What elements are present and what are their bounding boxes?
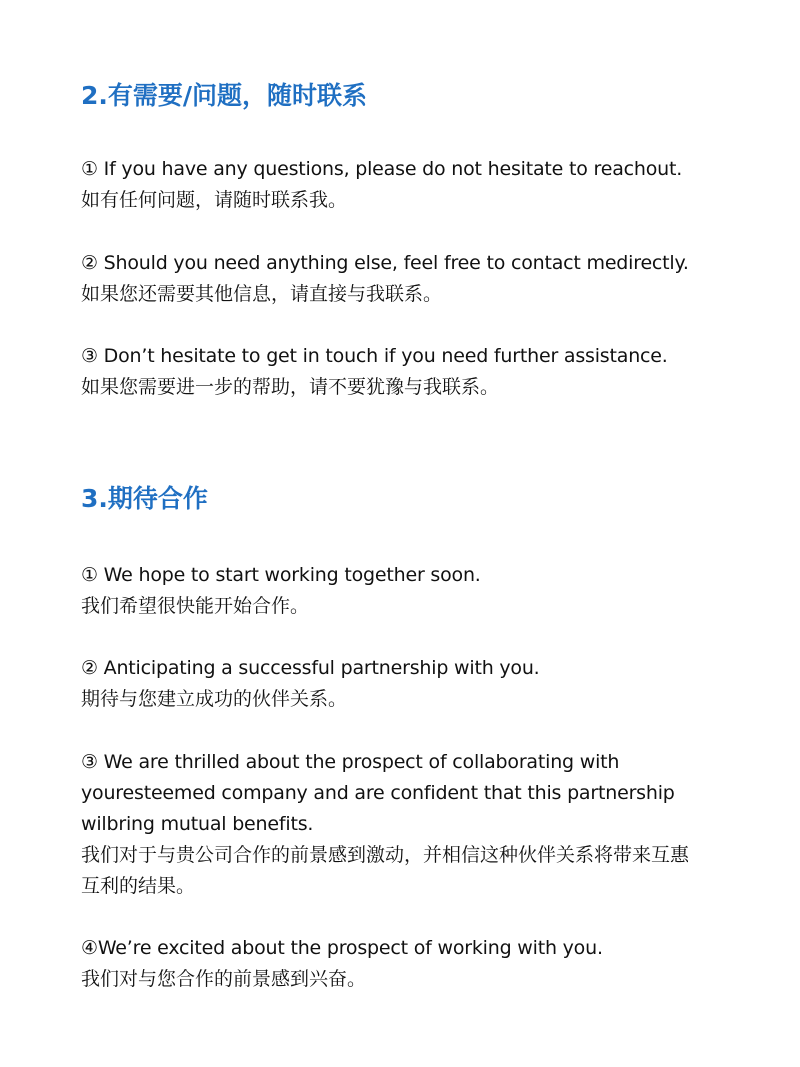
entry-cooperation-1	[81, 560, 731, 622]
entry-chinese-line: 如果您需要进一步的帮助，请不要犹豫与我联系。	[81, 376, 500, 398]
section-heading-cooperation: 3.期待合作	[81, 484, 208, 513]
entry-english-line: ② Anticipating a successful partnership with you.	[81, 657, 540, 679]
entry-contact-3	[81, 341, 731, 403]
entry-contact-2	[81, 248, 731, 310]
entry-english-line: wilbring mutual benefits.	[81, 813, 314, 835]
entry-chinese-line: 期待与您建立成功的伙伴关系。	[81, 688, 348, 710]
entry-chinese-line: 互利的结果。	[81, 875, 196, 897]
entry-cooperation-3	[81, 747, 731, 902]
entry-contact-1	[81, 154, 731, 216]
section-heading-contact: 2.有需要/问题，随时联系	[81, 81, 368, 110]
entry-english-line: ① If you have any questions, please do not hesitate to reachout.	[81, 158, 683, 180]
entry-cooperation-4	[81, 933, 731, 995]
entry-chinese-line: 我们对于与贵公司合作的前景感到激动，并相信这种伙伴关系将带来互惠	[81, 844, 690, 866]
entry-english-line: ③ Don’t hesitate to get in touch if you need further assistance.	[81, 345, 668, 367]
entry-chinese-line: 如有任何问题，请随时联系我。	[81, 189, 348, 211]
entry-english-line: ④We’re excited about the prospect of working with you.	[81, 937, 603, 959]
entry-chinese-line: 我们对与您合作的前景感到兴奋。	[81, 968, 367, 990]
entry-chinese-line: 我们希望很快能开始合作。	[81, 595, 310, 617]
entry-english-line: ① We hope to start working together soon.	[81, 564, 481, 586]
entry-english-line: ② Should you need anything else, feel free to contact medirectly.	[81, 252, 689, 274]
entry-english-line: ③ We are thrilled about the prospect of collaborating with	[81, 751, 620, 773]
entry-english-line: youresteemed company and are confident that this partnership	[81, 782, 675, 804]
entry-cooperation-2	[81, 653, 731, 715]
entry-chinese-line: 如果您还需要其他信息，请直接与我联系。	[81, 283, 443, 305]
